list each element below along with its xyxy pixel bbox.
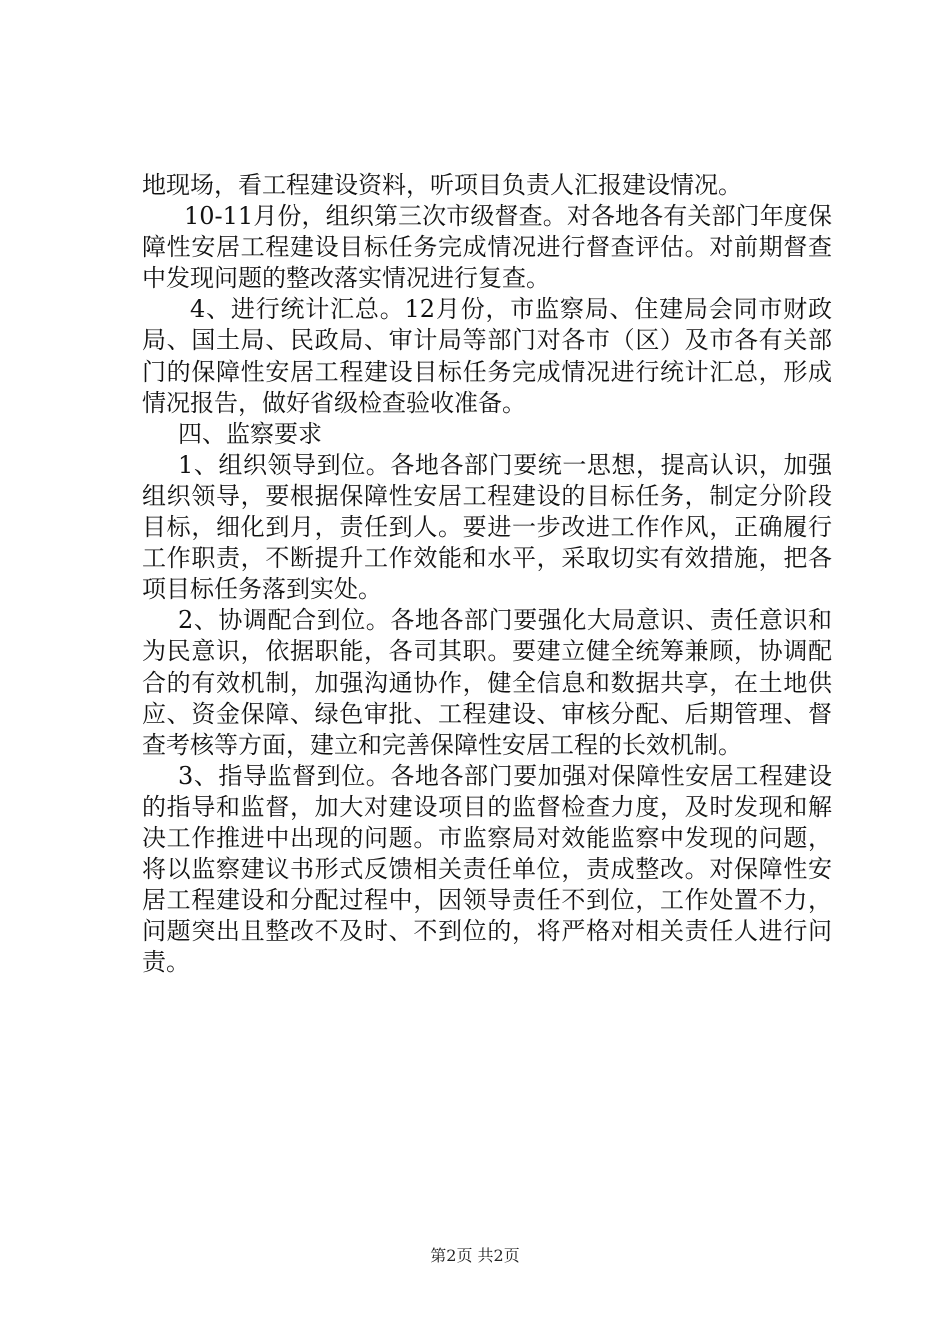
page-number-footer: 第2页 共2页 [430,1246,520,1265]
paragraph: 2、协调配合到位。各地各部门要强化大局意识、责任意识和为民意识，依据职能，各司其职。要建立健全统筹兼顾，协调配合的有效机制，加强沟通协作，健全信息和数据共享，在土地供应、资金保障、绿色审批、工程建设、审核分配、后期管理、督查考核等方面，建立和完善保障性安居工程的长效机制。 [142,606,832,759]
paragraph: 1、组织领导到位。各地各部门要统一思想，提高认识，加强组织领导，要根据保障性安居工程建设的目标任务，制定分阶段目标，细化到月，责任到人。要进一步改进工作作风，正确履行工作职责，不断提升工作效能和水平，采取切实有效措施，把各项目标任务落到实处。 [142,450,832,604]
paragraph: 4、进行统计汇总。12月份，市监察局、住建局会同市财政局、国土局、民政局、审计局等部门对各市（区）及市各有关部门的保障性安居工程建设目标任务完成情况进行统计汇总，形成情况报告，做好省级检查验收准备。 [142,295,832,417]
paragraph: 地现场，看工程建设资料，听项目负责人汇报建设情况。 [142,171,742,199]
section-heading: 四、监察要求 [178,419,322,448]
paragraph: 3、指导监督到位。各地各部门要加强对保障性安居工程建设的指导和监督，加大对建设项目的监督检查力度，及时发现和解决工作推进中出现的问题。市监察局对效能监察中发现的问题，将以监察建议书形式反馈相关责任单位，责成整改。对保障性安居工程建设和分配过程中，因领导责任不到位，工作处置不力，问题突出且整改不及时、不到位的，将严格对相关责任人进行问责。 [142,761,832,977]
document-body [142,170,832,978]
paragraph: 10-11月份，组织第三次市级督查。对各地各有关部门年度保障性安居工程建设目标任务完成情况进行督查评估。对前期督查中发现问题的整改落实情况进行复查。 [142,202,832,293]
